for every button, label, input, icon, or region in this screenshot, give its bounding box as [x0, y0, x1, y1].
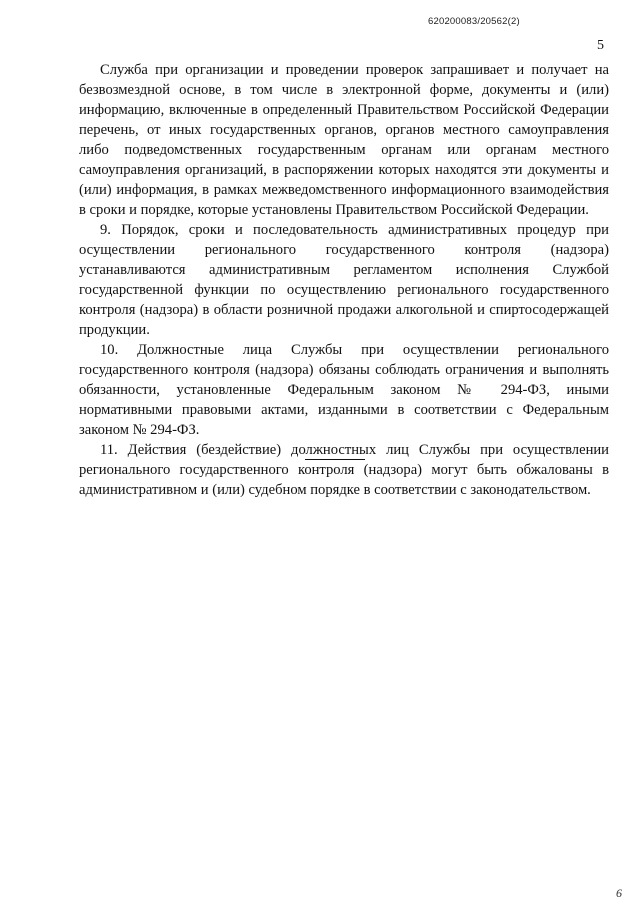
paragraph-2: 9. Порядок, сроки и последовательность административных процедур при осуществлении регионального государственного контроля (надзора) устанавливаются административным регламентом исполнения Службой государственной функции по осуществлению регионального государственного контроля (надзора) в области розничной продажи алкогольной и спиртосодержащей продукции.	[79, 222, 609, 338]
document-code: 620200083/20562(2)	[428, 16, 520, 27]
end-divider	[305, 459, 365, 460]
paragraph-4: 11. Действия (бездействие) должностных лиц Службы при осуществлении регионального государственного контроля (надзора) могут быть обжалованы в административном и (или) судебном порядке в соответствии с законодательством.	[79, 442, 609, 498]
handwritten-corner-mark: 6	[616, 886, 622, 900]
paragraph-3: 10. Должностные лица Службы при осуществлении регионального государственного контроля (надзора) обязаны соблюдать ограничения и выполнять обязанности, установленные Федеральным законом № 294-ФЗ, иными нормативными правовыми актами, изданными в соответствии с Федеральным законом № 294-ФЗ.	[79, 342, 609, 438]
page-number: 5	[597, 38, 604, 53]
paragraph-1: Служба при организации и проведении проверок запрашивает и получает на безвозмездной основе, в том числе в электронной форме, документы и (или) информацию, включенные в определенный Правительством Российской Федерации перечень, от иных государственных органов, органов местного самоуправления либо подведомственных государственным органам или органам местного самоуправления организаций, в распоряжении которых находятся эти документы и (или) информация, в рамках межведомственного информационного взаимодействия в сроки и порядке, которые установлены Правительством Российской Федерации.	[79, 62, 609, 218]
document-body	[79, 60, 609, 500]
